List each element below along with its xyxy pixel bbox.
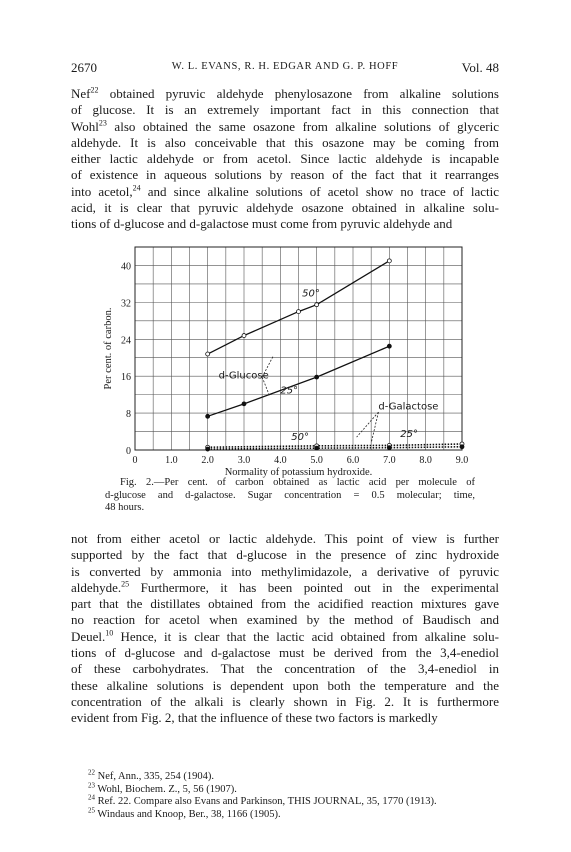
- paragraph2-line: supported by the fact that d-glucose in the presence of zinc hydroxide: [71, 547, 499, 563]
- footnote: $^{24}$ Ref. 22. Compare also Evans and Parkinson, THIS JOURNAL, 35, 1770 (1913).: [88, 793, 437, 807]
- paragraph1-line: aldehyde. It is also conceivable that this osazone may be coming from: [71, 134, 499, 150]
- footnotes: [88, 768, 498, 821]
- x-tick-label: 1.0: [165, 455, 178, 466]
- annotation-galactose-50: 50°: [291, 431, 309, 443]
- x-tick-label: 4.0: [274, 455, 287, 466]
- paragraph1-line: acid, it is clear that pyruvic aldehyde osazone obtained in alkaline solu-: [71, 200, 499, 216]
- caption-line: 48 hours.: [105, 502, 145, 513]
- paragraph2-line: evident from Fig. 2, that the influence of these two factors is markedly: [71, 710, 438, 726]
- y-tick-label: 16: [121, 372, 131, 384]
- paragraph2-line: tions of d-glucose and d-galactose must be derived from the 3,4-enediol: [71, 645, 499, 661]
- x-tick-label: 7.0: [383, 455, 396, 466]
- paragraph2-line: part that the distillates obtained from the acidified reaction mixtures gave: [71, 596, 499, 612]
- paragraph2-line: not from either acetol or lactic aldehyde. This point of view is further: [71, 531, 499, 546]
- data-point: [206, 414, 210, 418]
- x-tick-label: 6.0: [346, 455, 360, 466]
- footnote-ref[interactable]: 23: [98, 118, 107, 128]
- page-number: 2670: [71, 60, 97, 75]
- x-tick-label: 3.0: [237, 455, 251, 466]
- annotation-glucose: d-Glucose: [218, 370, 269, 382]
- data-point: [297, 310, 301, 314]
- paragraph2-line: is converted by ammonia into methylimidazole, a derivative of pyruvic: [71, 563, 499, 579]
- paragraph1-line: of glucose. It is an extremely important fact in this connection that: [71, 102, 499, 118]
- y-axis-label: Per cent. of carbon.: [103, 307, 114, 390]
- y-tick-label: 0: [126, 446, 131, 457]
- footnote-ref[interactable]: 22: [90, 85, 99, 95]
- paragraph1-line: into acetol,$^{24}$ and since alkaline solutions of acetol show no trace of lactic: [71, 183, 499, 199]
- footnote-ref[interactable]: 24: [132, 183, 141, 193]
- paragraph1-line: of existence in aqueous solutions by reason of the fact that it rearranges: [71, 167, 499, 183]
- paragraph1-line: tions of d-glucose and d-galactose must come from pyruvic aldehyde and: [71, 216, 453, 232]
- x-tick-label: 5.0: [310, 455, 323, 466]
- figure-caption: [105, 477, 475, 515]
- data-point: [460, 445, 464, 449]
- data-point: [387, 344, 391, 348]
- annotation-leader: [371, 412, 378, 443]
- paragraph2-line: these alkaline solutions is dependent upon both the temperature and the: [71, 677, 499, 693]
- caption-line: d-glucose and d-galactose. Sugar concentration = 0.5 molecular; time,: [105, 489, 475, 501]
- body-paragraph-2: [71, 531, 499, 727]
- footnote: $^{23}$ Wohl, Biochem. Z., 5, 56 (1907).: [88, 781, 237, 795]
- annotation-galactose: d-Galactose: [378, 401, 439, 413]
- footnote: $^{25}$ Windaus and Knoop, Ber., 38, 1166 (1905).: [88, 806, 281, 820]
- paragraph2-line: Deuel.$^{10}$ Hence, it is clear that the lactic acid obtained from alkaline solu-: [71, 628, 499, 644]
- y-tick-label: 24: [121, 335, 131, 347]
- y-tick-label: 40: [121, 261, 131, 273]
- x-tick-label: 2.0: [201, 455, 214, 466]
- y-tick-label: 8: [126, 409, 131, 421]
- data-point: [315, 303, 319, 307]
- paragraph1-line: either lactic aldehyde or from acetol. Since lactic aldehyde is incapable: [71, 151, 499, 167]
- paragraph2-line: concentration of the alkali is clearly shown in Fig. 2. It is furthermore: [71, 693, 499, 709]
- caption-line: Fig. 2.—Per cent. of carbon obtained as lactic acid per molecule of: [120, 477, 475, 488]
- paragraph1-line: Nef$^{22}$ obtained pyruvic aldehyde phenylosazone from alkaline solutions: [71, 85, 499, 101]
- annotation-glucose-25: 25°: [280, 385, 299, 397]
- data-point: [206, 352, 210, 356]
- data-point: [315, 375, 319, 379]
- x-axis-label: Normality of potassium hydroxide.: [224, 467, 373, 478]
- paragraph2-line: aldehyde.$^{25}$ Furthermore, it has been pointed out in the experimental: [71, 579, 499, 595]
- annotation-leader: [357, 412, 379, 437]
- footnote-ref[interactable]: 10: [105, 628, 114, 638]
- footnote: $^{22}$ Nef, Ann., 335, 254 (1904).: [88, 768, 214, 782]
- data-point: [242, 402, 246, 406]
- x-tick-label: 9.0: [455, 455, 469, 466]
- paragraph2-line: no reaction for acetol when examined by the method of Baudisch and: [71, 612, 499, 628]
- data-point: [242, 334, 246, 338]
- data-point: [206, 447, 210, 451]
- paragraph1-line: Wohl$^{23}$ also obtained the same osazone from alkaline solutions of glyceric: [71, 118, 499, 134]
- data-point: [387, 446, 391, 450]
- data-point: [387, 259, 391, 263]
- y-tick-label: 32: [121, 298, 131, 310]
- running-head-authors: W. L. EVANS, R. H. EDGAR AND G. P. HOFF: [171, 61, 399, 72]
- footnote-ref[interactable]: 25: [121, 579, 130, 589]
- data-point: [315, 446, 319, 450]
- x-tick-label: 8.0: [419, 455, 432, 466]
- annotation-glucose-50: 50°: [302, 288, 320, 300]
- paragraph2-line: of these carbohydrates. That the concentration of the 3,4-enediol in: [71, 661, 499, 677]
- annotation-galactose-25: 25°: [400, 429, 418, 441]
- volume-number: Vol. 48: [461, 60, 499, 75]
- x-tick-label: 0: [132, 455, 138, 466]
